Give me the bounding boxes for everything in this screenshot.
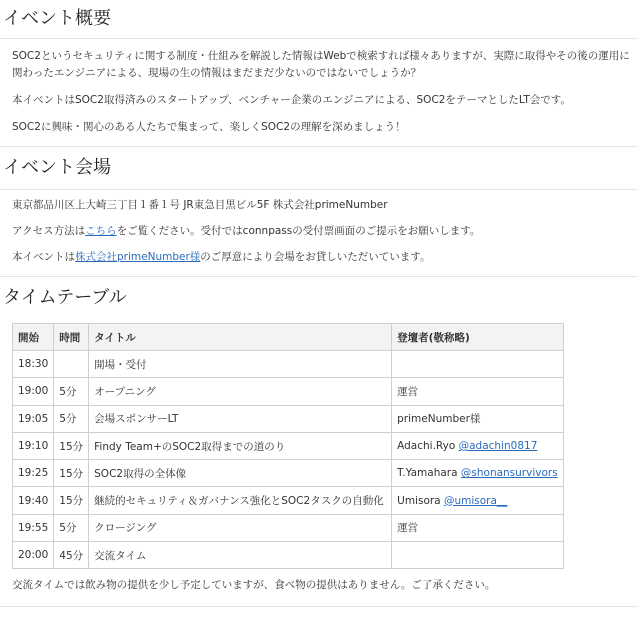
cell-title: クロージング [89, 514, 392, 541]
cell-start: 19:55 [13, 514, 54, 541]
divider [0, 606, 637, 607]
cell-duration: 15分 [54, 487, 89, 514]
venue-access [12, 223, 637, 240]
cell-speaker: 運営 [392, 378, 564, 405]
speaker-handle-link[interactable]: @umisora__ [443, 494, 508, 507]
table-row [13, 405, 564, 432]
cell-duration: 15分 [54, 460, 89, 487]
timetable-note: 交流タイムでは飲み物の提供を少し予定していますが、食べ物の提供はありません。ご了承ください。 [12, 579, 496, 592]
cell-start: 19:25 [13, 460, 54, 487]
overview-heading: イベント概要 [0, 0, 637, 39]
speaker-name: T.Yamahara [397, 467, 461, 480]
sponsor-suffix: のご厚意により会場をお貸しいただいています。 [200, 251, 431, 263]
cell-title: 開場・受付 [89, 351, 392, 378]
speaker-name: Adachi.Ryo [397, 440, 459, 453]
speaker-handle-link[interactable]: @shonansurvivors [460, 467, 558, 480]
overview-body [0, 39, 637, 136]
cell-speaker [392, 487, 564, 514]
cell-start: 20:00 [13, 542, 54, 569]
cell-speaker: 運営 [392, 514, 564, 541]
cell-start: 19:40 [13, 487, 54, 514]
sponsor-prefix: 本イベントは [12, 251, 75, 263]
cell-speaker [392, 351, 564, 378]
cell-duration: 5分 [54, 378, 89, 405]
header-speaker: 登壇者(敬称略) [392, 324, 564, 351]
table-row [13, 542, 564, 569]
cell-start: 19:05 [13, 405, 54, 432]
table-row [13, 487, 564, 514]
cell-duration: 15分 [54, 432, 89, 459]
cell-title: 交流タイム [89, 542, 392, 569]
cell-duration: 5分 [54, 405, 89, 432]
cell-start: 19:00 [13, 378, 54, 405]
table-header-row [13, 324, 564, 351]
speaker-name: Umisora [397, 494, 444, 507]
header-duration: 時間 [54, 324, 89, 351]
access-suffix: をご覧ください。受付ではconnpassの受付票画面のご提示をお願いします。 [116, 225, 481, 237]
cell-speaker: primeNumber様 [392, 405, 564, 432]
cell-speaker [392, 432, 564, 459]
sponsor-link[interactable]: 株式会社primeNumber様 [75, 251, 201, 263]
timetable-table [12, 323, 564, 569]
overview-paragraph-2: 本イベントはSOC2取得済みのスタートアップ、ベンチャー企業のエンジニアによる、SOC2をテーマとしたLT会です。 [12, 94, 571, 106]
timetable-wrapper [0, 319, 637, 594]
cell-title: 会場スポンサーLT [89, 405, 392, 432]
table-row [13, 514, 564, 541]
timetable-heading: タイムテーブル [3, 287, 127, 308]
cell-speaker [392, 460, 564, 487]
venue-sponsor [12, 249, 637, 266]
cell-duration [54, 351, 89, 378]
venue-heading: イベント会場 [0, 147, 637, 190]
overview-paragraph-3: SOC2に興味・関心のある人たちで集まって、楽しくSOC2の理解を深めましょう！ [12, 121, 406, 133]
header-title: タイトル [89, 324, 392, 351]
cell-title: Findy Team+のSOC2取得までの道のり [89, 432, 392, 459]
venue-address: 東京都品川区上大崎三丁目１番１号 JR東急目黒ビル5F 株式会社primeNumber [12, 199, 388, 211]
cell-duration: 45分 [54, 542, 89, 569]
cell-title: 継続的セキュリティ＆ガバナンス強化とSOC2タスクの自動化 [89, 487, 392, 514]
cell-title: オープニング [89, 378, 392, 405]
header-start: 開始 [13, 324, 54, 351]
cell-start: 18:30 [13, 351, 54, 378]
table-row [13, 378, 564, 405]
access-prefix: アクセス方法は [12, 225, 86, 237]
cell-speaker [392, 542, 564, 569]
cell-duration: 5分 [54, 514, 89, 541]
speaker-handle-link[interactable]: @adachin0817 [458, 440, 538, 453]
venue-body [0, 190, 637, 266]
cell-start: 19:10 [13, 432, 54, 459]
table-row [13, 351, 564, 378]
cell-title: SOC2取得の全体像 [89, 460, 392, 487]
overview-paragraph-1: SOC2というセキュリティに関する制度・仕組みを解説した情報はWebで検索すれば様々ありますが、実際に取得やその後の運用に関わったエンジニアによる、現場の生の情報はまだまだ少ないのではないでしょうか？ [12, 50, 630, 79]
table-row [13, 460, 564, 487]
access-link[interactable]: こちら [85, 225, 117, 237]
table-row [13, 432, 564, 459]
